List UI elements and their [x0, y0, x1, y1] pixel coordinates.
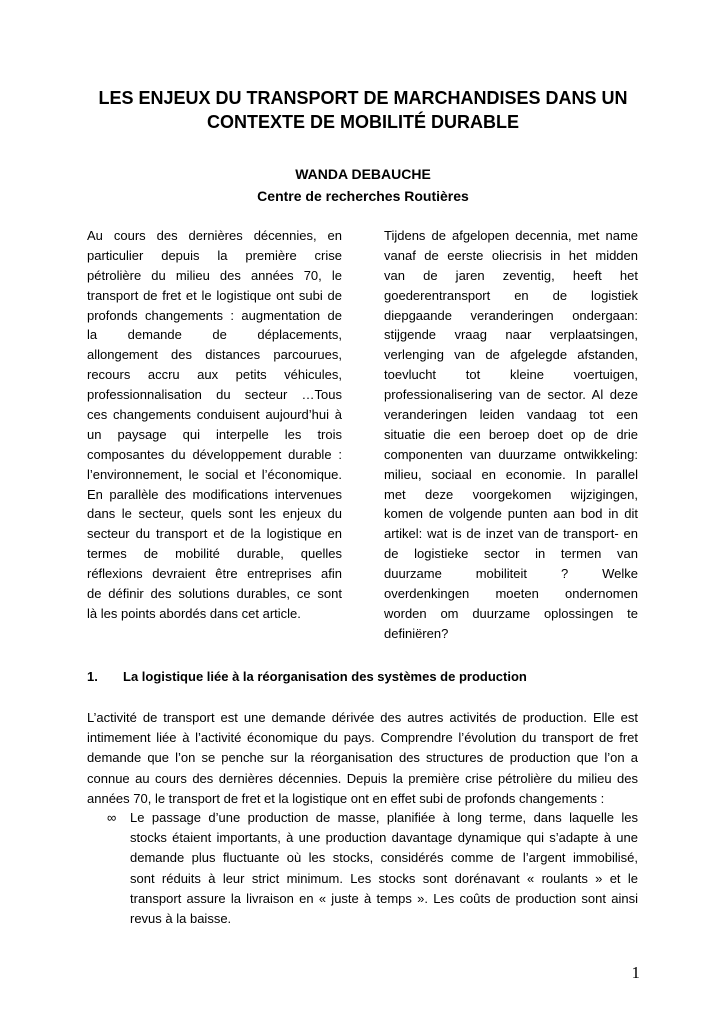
abstract-french-line: allongement des distances parcourues, — [87, 347, 342, 363]
section-title: La logistique liée à la réorganisation des systèmes de production — [123, 669, 527, 684]
abstract-dutch-line: verlenging van de afgelegde afstanden, — [384, 347, 638, 363]
abstract-dutch-line: goederentransport en de logistiek — [384, 287, 638, 303]
abstract-dutch-line: diepgaande veranderingen ondergaan: — [384, 307, 638, 323]
abstract-dutch-line: stijgende vraag naar verplaatsingen, — [384, 327, 638, 343]
paper-title-line-2: CONTEXTE DE MOBILITÉ DURABLE — [206, 112, 519, 132]
author-name: WANDA DEBAUCHE — [295, 166, 431, 182]
paper-title-line-1: LES ENJEUX DU TRANSPORT DE MARCHANDISES DANS UN — [98, 88, 628, 108]
bullet-line: demande plus fluctuante où les stocks, considérés comme de l’argent immobilisé, — [130, 850, 638, 866]
abstract-french-line: pétrolière du milieu des années 70, le — [87, 267, 342, 283]
page-number: 1 — [631, 963, 640, 982]
abstract-french-line: professionnalisation du secteur …Tous — [87, 387, 342, 403]
abstract-french-line: En parallèle des modifications intervenues — [87, 486, 342, 502]
abstract-french-line: recours accru aux petits véhicules, — [87, 367, 342, 383]
abstract-dutch-line: professionalisering van de sector. Al deze — [384, 387, 638, 403]
bullet-line: revus à la baisse. — [130, 910, 232, 926]
author-affiliation: Centre de recherches Routières — [257, 188, 469, 204]
abstract-french-line: dans le secteur, quels sont les enjeux du — [87, 506, 342, 522]
abstract-dutch-line: situatie die een beroep doet op de drie — [384, 426, 638, 442]
bullet-marker: ∞ — [107, 810, 117, 825]
abstract-dutch-line: overdenkingen moeten ondernomen — [384, 586, 638, 602]
section-heading — [87, 668, 638, 686]
paper-title — [90, 86, 636, 134]
abstract-dutch-line: milieu, sociaal en economie. In parallel — [384, 466, 638, 482]
abstract-french-line: secteur du transport et de la logistique en — [87, 526, 342, 542]
bullet-line: transport assure la livraison en « juste à temps ». Les coûts de production sont ainsi — [130, 890, 638, 906]
abstract-dutch — [384, 226, 638, 644]
body-line: années 70, le transport de fret et la logistique ont en effet subi de profonds changements : — [87, 790, 605, 806]
abstract-dutch-line: componenten van duurzame ontwikkeling: — [384, 446, 638, 462]
abstract-dutch-line: definiëren? — [384, 625, 449, 641]
abstract-french-line: profonds changements : augmentation de — [87, 307, 342, 323]
abstract-dutch-line: veranderingen leiden vandaag tot een — [384, 407, 638, 423]
abstract-french-line: Au cours des dernières décennies, en — [87, 228, 342, 243]
abstract-dutch-line: duurzame mobiliteit ? Welke — [384, 566, 638, 582]
abstract-dutch-line: vanaf de eerste oliecrisis in het midden — [384, 247, 638, 263]
abstract-french-line: particulier depuis la première crise — [87, 247, 342, 263]
bullet-line: Le passage d’une production de masse, planifiée à long terme, dans laquelle les — [130, 810, 638, 825]
abstract-french-line: ces changements conduisent aujourd’hui à — [87, 407, 342, 423]
abstract-dutch-line: Tijdens de afgelopen decennia, met name — [384, 228, 638, 243]
bullet-text — [130, 808, 638, 929]
abstract-french-line: réflexions devraient être entreprises afin — [87, 566, 342, 582]
abstract-dutch-line: van de jaren zeventig, heeft het — [384, 267, 638, 283]
abstract-dutch-line: worden om duurzame oplossingen te — [384, 605, 638, 621]
bullet-line: stocks étaient importants, à une production davantage dynamique qui s’adapte à une — [130, 830, 638, 846]
body-paragraph — [87, 708, 638, 809]
abstract-dutch-line: komen de volgende punten aan bod in dit — [384, 506, 638, 522]
abstract-french — [87, 226, 342, 624]
abstract-french-line: transport de fret et le logistique ont subi de — [87, 287, 342, 303]
bullet-line: sont réduits à leur strict minimum. Les stocks sont dorénavant « roulants » et le — [130, 870, 638, 886]
abstract-dutch-line: artikel: wat is de inzet van de transport- en — [384, 526, 638, 542]
author-block — [90, 163, 636, 207]
body-line: L’activité de transport est une demande dérivée des autres activités de production. Elle est — [87, 710, 638, 725]
section-number: 1. — [87, 669, 98, 684]
body-line: demande que l’on se penche sur la réorganisation des structures de production que l’on a — [87, 750, 638, 766]
abstract-french-line: la demande de déplacements, — [87, 327, 342, 343]
abstract-french-line: de définir des solutions durables, ce sont — [87, 586, 342, 602]
body-line: connue au cours des dernières décennies. Depuis la première crise pétrolière du milieu des — [87, 770, 638, 786]
abstract-french-line: là les points abordés dans cet article. — [87, 605, 301, 621]
abstract-french-line: termes de mobilité durable, quelles — [87, 546, 342, 562]
abstract-dutch-line: toevlucht tot kleine voertuigen, — [384, 367, 638, 383]
abstract-french-line: composantes du développement durable : — [87, 446, 342, 462]
abstract-dutch-line: de logistieke sector in termen van — [384, 546, 638, 562]
abstract-dutch-line: met deze voorgekomen wijzigingen, — [384, 486, 638, 502]
body-line: intimement liée à l’activité économique du pays. Comprendre l’évolution du transport de fret — [87, 730, 638, 746]
abstract-french-line: un paysage qui interpelle les trois — [87, 426, 342, 442]
abstract-french-line: l’environnement, le social et l’économique. — [87, 466, 342, 482]
